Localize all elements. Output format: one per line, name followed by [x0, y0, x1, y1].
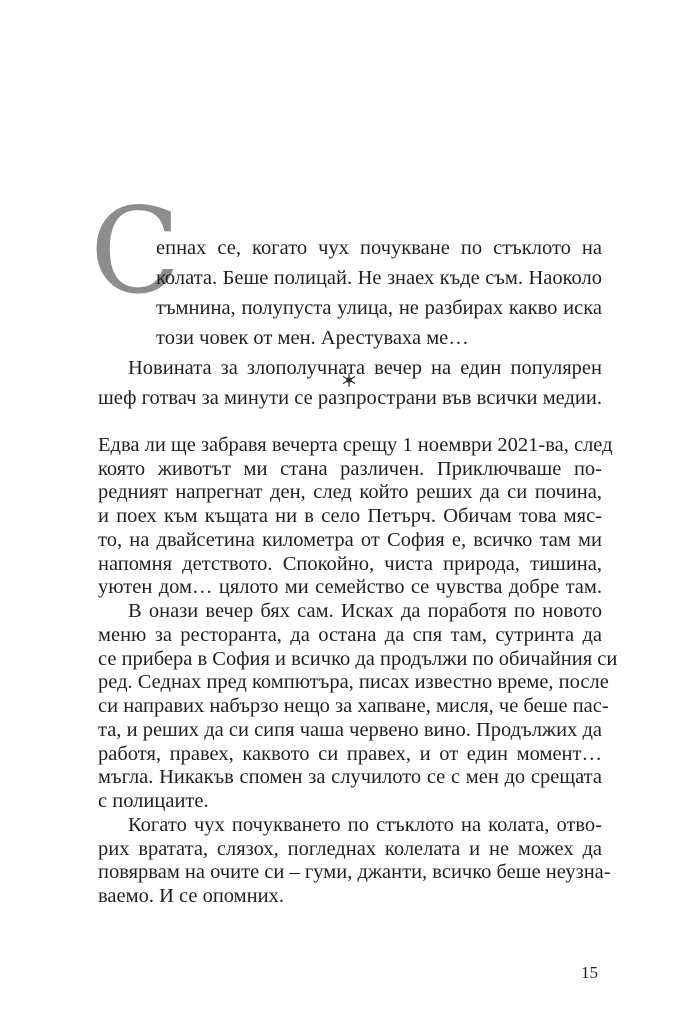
text-line: повярвам на очите си – гуми, джанти, всичко беше неузна-: [98, 861, 611, 884]
text-line: то, на двайсетина километра от София е, всичко там ми: [98, 528, 602, 551]
text-line: си направих набързо нещо за хапване, мисля, че беше пас-: [98, 695, 609, 718]
text-line: този човек от мен. Арестуваха ме…: [156, 327, 469, 349]
text-line: ред. Седнах пред компютъра, писах известно време, после: [98, 671, 609, 694]
text-line: се прибера в София и всичко да продължи по обичайния си: [98, 647, 618, 670]
text-line: Когато чух почукването по стъклото на колата, отво-: [128, 813, 602, 836]
text-line: колата. Беше полицай. Не знаех къде съм. Наоколо: [156, 267, 602, 289]
text-line: с полицаите.: [98, 790, 209, 813]
text-line: тъмнина, полупуста улица, не разбирах какво иска: [156, 297, 602, 319]
text-line: Новината за злополучната вечер на един популярен: [128, 357, 602, 379]
snowflake-ornament-icon: [341, 372, 357, 388]
text-line: която животът ми стана различен. Приключваше по-: [98, 457, 602, 480]
text-line: мъгла. Никакъв спомен за случилото се с мен до срещата: [98, 766, 602, 789]
text-line: и поех към къщата ни в село Петърч. Обичам това мяс-: [98, 505, 602, 528]
text-line: В онази вечер бях сам. Исках да поработя по новото: [128, 600, 602, 623]
text-line: уютен дом… цялото ми семейство се чувства добре там.: [98, 576, 602, 599]
text-line: Едва ли ще забравя вечерта срещу 1 ноември 2021-ва, след: [98, 434, 613, 456]
page-number: 15: [581, 963, 598, 982]
text-line: работя, правех, каквото си правех, и от един момент…: [98, 742, 602, 765]
text-line: рих вратата, слязох, погледнах колелата и не можех да: [98, 837, 602, 860]
text-line: та, и реших да си сипя чаша червено вино. Продължих да: [98, 718, 602, 741]
text-line: напомня детството. Спокойно, чиста природа, тишина,: [98, 552, 602, 575]
text-line: меню за ресторанта, да остана да спя там, сутринта да: [98, 623, 602, 646]
text-line: шеф готвач за минути се разпространи във всички медии.: [98, 387, 602, 409]
text-line: редният напрегнат ден, след който реших да си почина,: [98, 481, 602, 504]
drop-cap: С: [90, 182, 181, 320]
text-line: епнах се, когато чух почукване по стъклото на: [156, 237, 602, 259]
text-line: ваемо. И се опомних.: [98, 885, 284, 907]
